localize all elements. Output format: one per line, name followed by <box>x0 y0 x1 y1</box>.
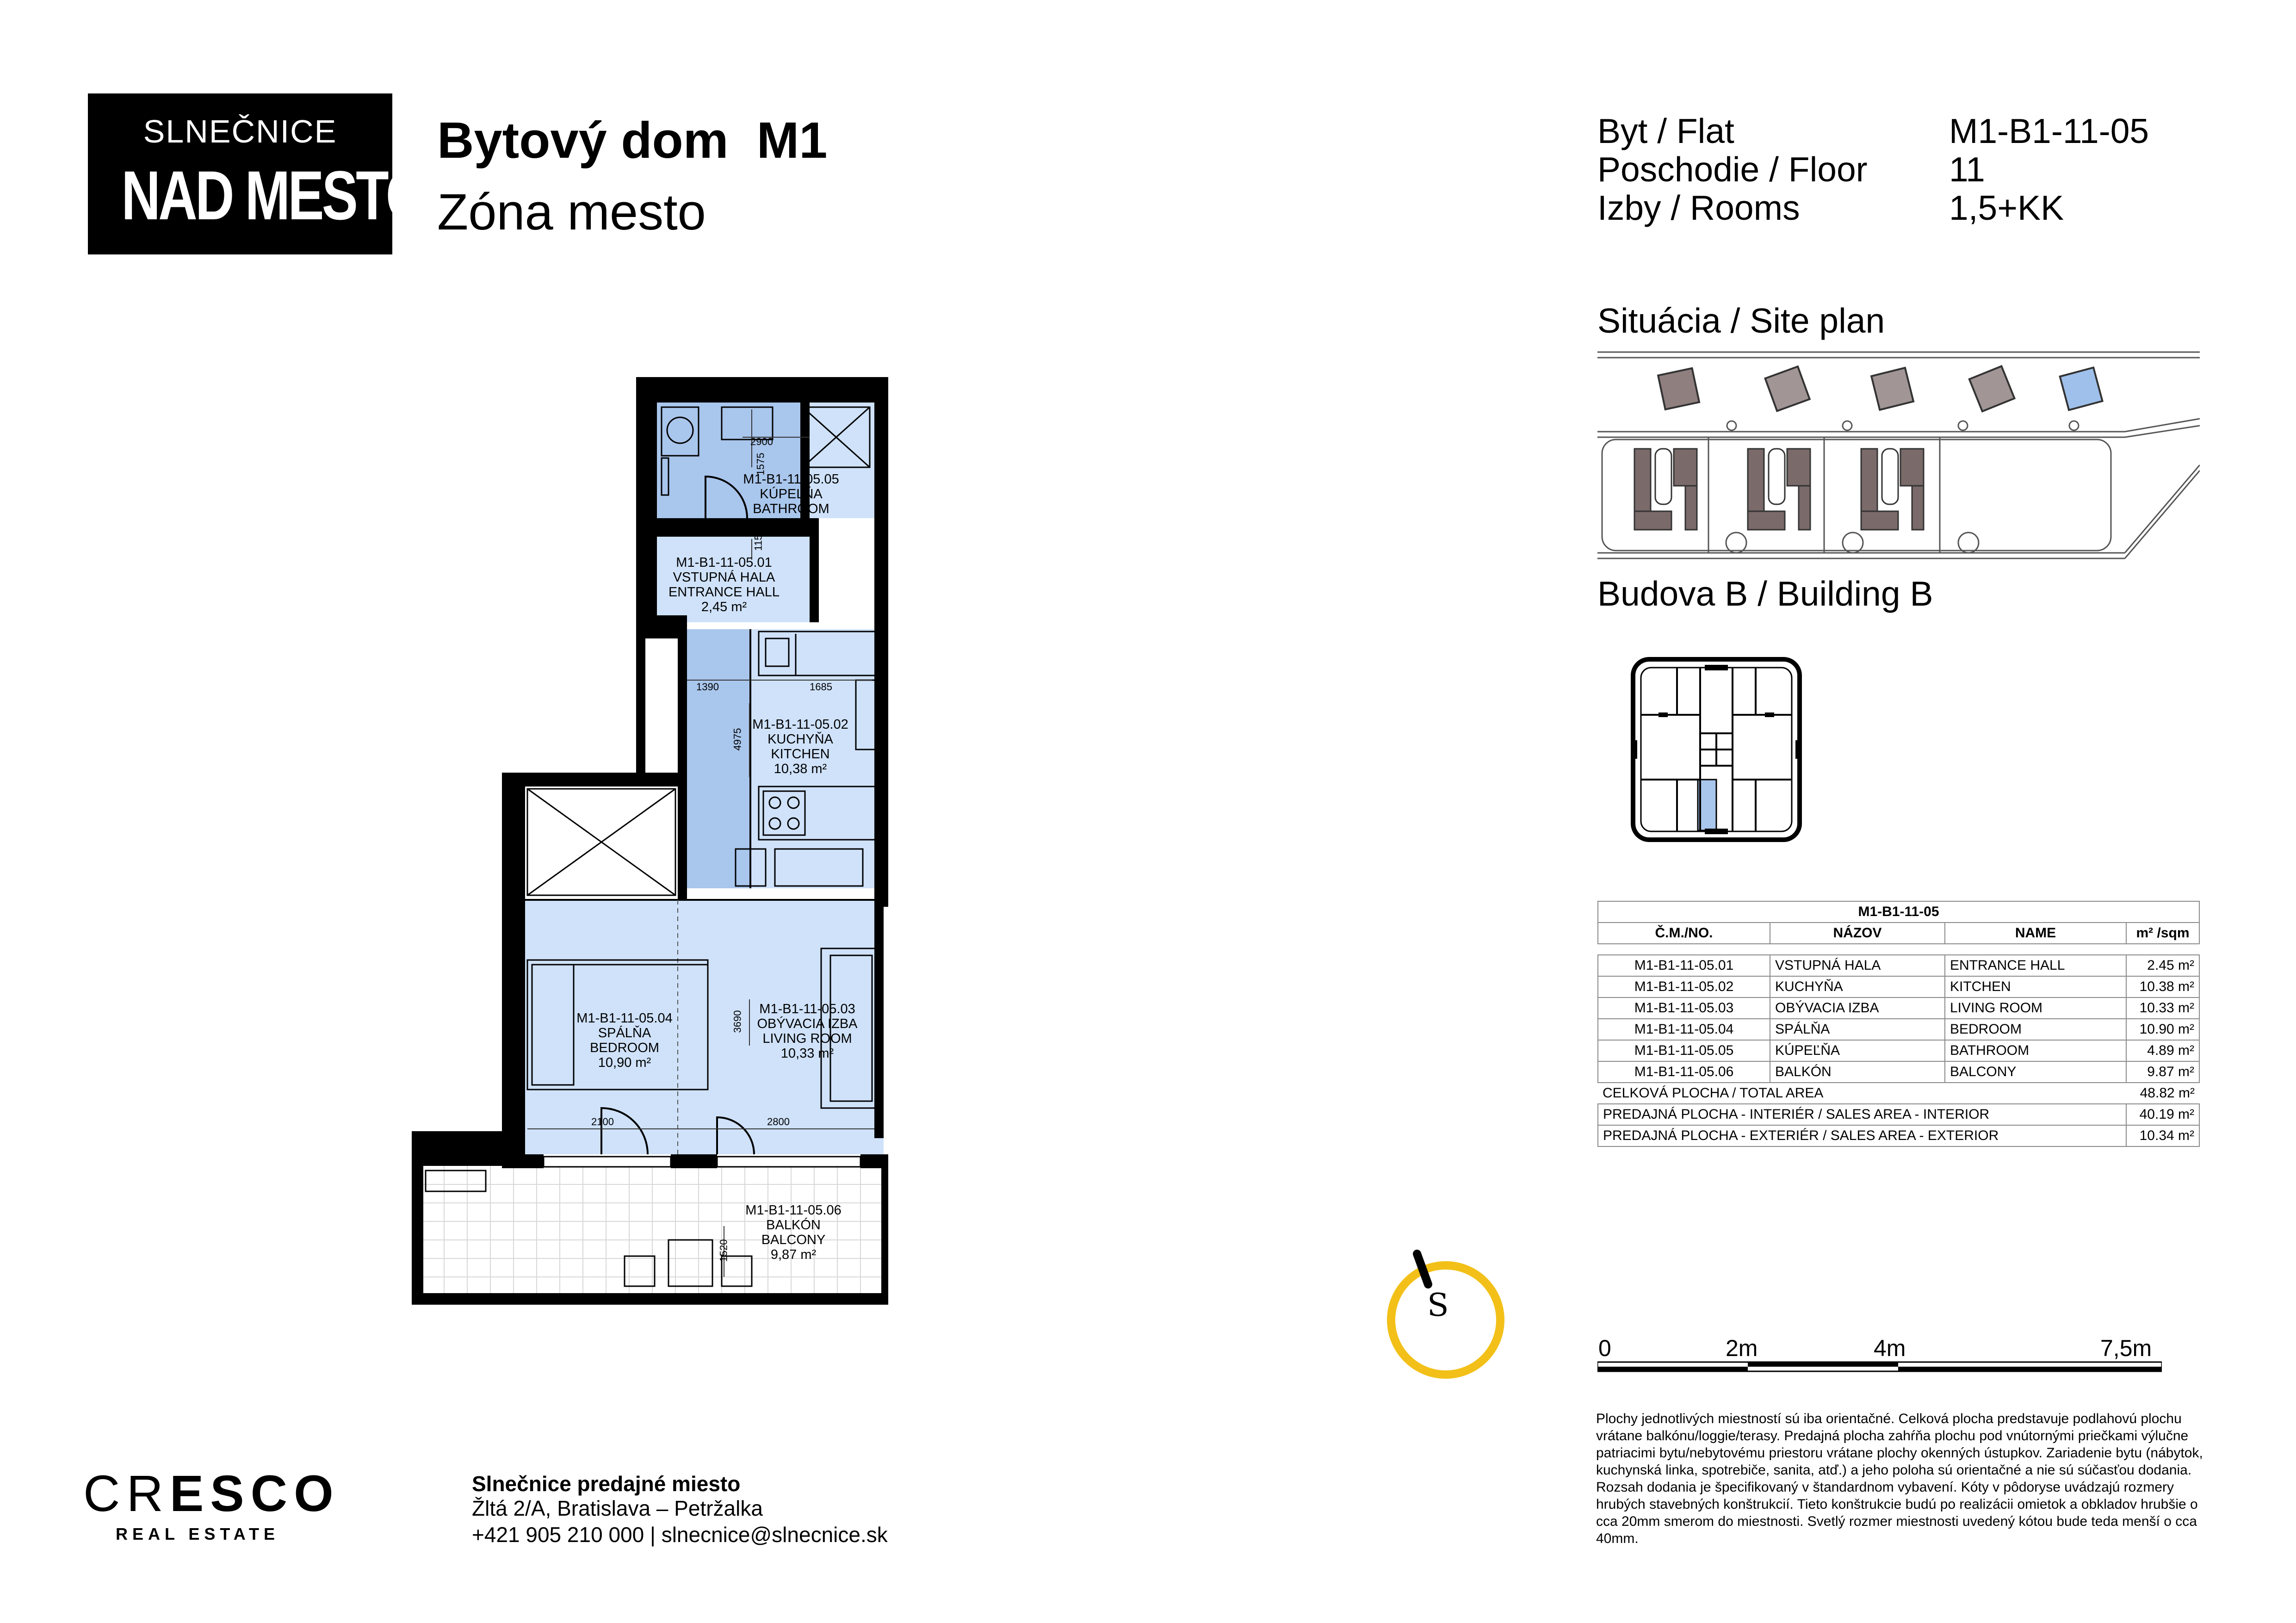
total-value: 48.82 m² <box>2126 1083 2199 1104</box>
room-name-sk: VSTUPNÁ HALA <box>673 570 775 585</box>
table-title: M1-B1-11-05 <box>1598 901 2199 923</box>
row-area: 10.33 m² <box>2126 997 2199 1019</box>
scale-tick-0: 0 <box>1598 1335 1611 1361</box>
room-name-sk: KÚPEĽŇA <box>760 487 823 502</box>
header-name: NAME <box>1945 923 2126 944</box>
total-row <box>1598 1083 2199 1104</box>
dim-2800: 2800 <box>767 1116 790 1127</box>
cresco-logo: CRESCO <box>83 1465 340 1522</box>
floor-value: 11 <box>1949 150 1985 189</box>
room-name-sk: OBÝVACIA IZBA <box>757 1016 858 1031</box>
dim-2900: 2900 <box>750 436 773 447</box>
room-name-en: LIVING ROOM <box>762 1031 852 1046</box>
building-key-plan <box>1631 655 1802 844</box>
room-name-en: ENTRANCE HALL <box>668 585 780 600</box>
room-area: 2,45 m² <box>701 600 747 614</box>
cresco-tagline: REAL ESTATE <box>116 1524 280 1543</box>
row-area: 10.90 m² <box>2126 1019 2199 1040</box>
office-address: Žltá 2/A, Bratislava – Petržalka <box>472 1496 763 1520</box>
office-contact[interactable]: +421 905 210 000 | slnecnice@slnecnice.sk <box>472 1523 888 1547</box>
row-area: 4.89 m² <box>2126 1040 2199 1061</box>
logo-line1: SLNEČNICE <box>143 113 337 149</box>
row-name: ENTRANCE HALL <box>1945 955 2126 976</box>
room-number: M1-B1-11-05.04 <box>576 1011 673 1026</box>
room-number: M1-B1-11-05.03 <box>759 1002 855 1016</box>
room-area: 10,38 m² <box>774 762 827 776</box>
floor-label: Poschodie / Floor <box>1597 150 1868 189</box>
sales-exterior-value: 10.34 m² <box>2126 1125 2199 1146</box>
table-row <box>1598 997 2199 1019</box>
room-number: M1-B1-11-05.02 <box>752 717 848 732</box>
office-title: Slnečnice predajné miesto <box>472 1472 741 1496</box>
room-area: 10,90 m² <box>598 1055 651 1070</box>
room-name-en: BATHROOM <box>753 502 829 516</box>
dim-1390: 1390 <box>696 681 719 693</box>
total-label: CELKOVÁ PLOCHA / TOTAL AREA <box>1598 1083 2126 1104</box>
scale-tick-4m: 4m <box>1874 1335 1906 1361</box>
room-name-sk: BALKÓN <box>766 1218 821 1233</box>
row-no: M1-B1-11-05.04 <box>1598 1019 1770 1040</box>
table-row <box>1598 1040 2199 1061</box>
table-title-row <box>1598 901 2199 923</box>
scale-tick-2m: 2m <box>1726 1335 1758 1361</box>
room-name-sk: SPÁLŇA <box>598 1026 651 1041</box>
room-area: 4,89 m² <box>768 516 814 531</box>
row-no: M1-B1-11-05.06 <box>1598 1061 1770 1083</box>
building-title: Budova B / Building B <box>1597 574 1933 613</box>
row-no: M1-B1-11-05.01 <box>1598 955 1770 976</box>
row-name: BALCONY <box>1945 1061 2126 1083</box>
room-label-hall <box>657 555 791 614</box>
room-number: M1-B1-11-05.01 <box>676 555 772 570</box>
header-nazov: NÁZOV <box>1770 923 1945 944</box>
row-nazov: OBÝVACIA IZBA <box>1770 997 1945 1019</box>
page-title: Bytový dom M1 <box>437 112 828 169</box>
row-no: M1-B1-11-05.03 <box>1598 997 1770 1019</box>
dim-4975: 4975 <box>731 728 743 751</box>
room-label-bathroom <box>740 472 842 531</box>
row-no: M1-B1-11-05.05 <box>1598 1040 1770 1061</box>
dim-1520: 1520 <box>718 1239 730 1262</box>
north-label: S <box>1427 1287 1449 1324</box>
table-row <box>1598 976 2199 997</box>
table-spacer <box>1598 944 2199 955</box>
rooms-value: 1,5+KK <box>1949 188 2064 227</box>
table-row <box>1598 955 2199 976</box>
row-nazov: VSTUPNÁ HALA <box>1770 955 1945 976</box>
room-name-en: KITCHEN <box>771 747 830 762</box>
header-area: m² /sqm <box>2126 923 2199 944</box>
logo-line2: NAD MESTOM <box>121 156 469 234</box>
room-area: 10,33 m² <box>780 1046 834 1061</box>
flat-label: Byt / Flat <box>1597 112 1734 150</box>
room-area: 9,87 m² <box>770 1247 817 1262</box>
room-name-en: BEDROOM <box>590 1041 659 1055</box>
room-label-kitchen <box>747 717 854 776</box>
dim-1575: 1575 <box>755 452 767 476</box>
site-plan-drawing <box>1597 349 2200 569</box>
row-area: 9.87 m² <box>2126 1061 2199 1083</box>
dim-3690: 3690 <box>731 1010 743 1033</box>
sales-interior-value: 40.19 m² <box>2126 1104 2199 1125</box>
row-name: BATHROOM <box>1945 1040 2126 1061</box>
site-plan-title: Situácia / Site plan <box>1597 301 1885 340</box>
row-name: BEDROOM <box>1945 1019 2126 1040</box>
brand-logo <box>88 93 469 254</box>
table-header-row <box>1598 923 2199 944</box>
row-nazov: KUCHYŇA <box>1770 976 1945 997</box>
room-label-balcony <box>740 1203 847 1262</box>
header-no: Č.M./NO. <box>1598 923 1770 944</box>
flat-value: M1-B1-11-05 <box>1949 112 2149 150</box>
row-name: LIVING ROOM <box>1945 997 2126 1019</box>
row-nazov: KÚPEĽŇA <box>1770 1040 1945 1061</box>
room-table <box>1597 901 2200 1147</box>
table-row <box>1598 1061 2199 1083</box>
page-subtitle: Zóna mesto <box>437 184 706 241</box>
room-name-en: BALCONY <box>761 1233 826 1247</box>
room-name-sk: KUCHYŇA <box>767 732 833 747</box>
sales-interior-label: PREDAJNÁ PLOCHA - INTERIÉR / SALES AREA - INTERIOR <box>1598 1104 2126 1125</box>
row-no: M1-B1-11-05.02 <box>1598 976 1770 997</box>
scale-tick-7-5m: 7,5m <box>2100 1335 2152 1361</box>
dim-2100: 2100 <box>591 1116 614 1127</box>
room-label-bedroom <box>571 1011 678 1070</box>
room-label-living <box>754 1002 860 1061</box>
row-nazov: BALKÓN <box>1770 1061 1945 1083</box>
dim-1685: 1685 <box>810 681 832 693</box>
total-row <box>1598 1104 2199 1125</box>
row-nazov: SPÁLŇA <box>1770 1019 1945 1040</box>
scale-bar <box>1597 1361 2162 1372</box>
table-row <box>1598 1019 2199 1040</box>
total-row <box>1598 1125 2199 1146</box>
row-name: KITCHEN <box>1945 976 2126 997</box>
dim-115: 115 <box>752 534 764 551</box>
row-area: 2.45 m² <box>2126 955 2199 976</box>
sales-exterior-label: PREDAJNÁ PLOCHA - EXTERIÉR / SALES AREA - EXTERIOR <box>1598 1125 2126 1146</box>
row-area: 10.38 m² <box>2126 976 2199 997</box>
rooms-label: Izby / Rooms <box>1597 188 1800 227</box>
disclaimer-note: Plochy jednotlivých miestností sú iba orientačné. Celková plocha predstavuje podlahovú plochu vrátane balkónu/loggie/terasy. Predajná plocha zahŕňa plochu pod vnútornými priečkami výlučne patriacimi bytu/nebytovému priestoru vrátane plochy okenných ústupkov. Zariadenie bytu (nábytok, kuchynská linka, spotrebiče, sanita, atď.) a jeho poloha sú orientačné a nie sú súčasťou dodania. Rozsah dodania je špecifikovaný v štandardnom vybavení. Kóty v pôdoryse uvádzajú rozmery hrubých stavebných konštrukcií. Tieto konštrukcie budú po realizácii omietok a obkladov hrubšie o cca 20mm smerom do miestnosti. Svetlý rozmer miestnosti uvedený kótou bude teda menší o cca 40mm. <box>1596 1411 2203 1546</box>
room-number: M1-B1-11-05.05 <box>743 472 839 487</box>
room-number: M1-B1-11-05.06 <box>745 1203 842 1218</box>
